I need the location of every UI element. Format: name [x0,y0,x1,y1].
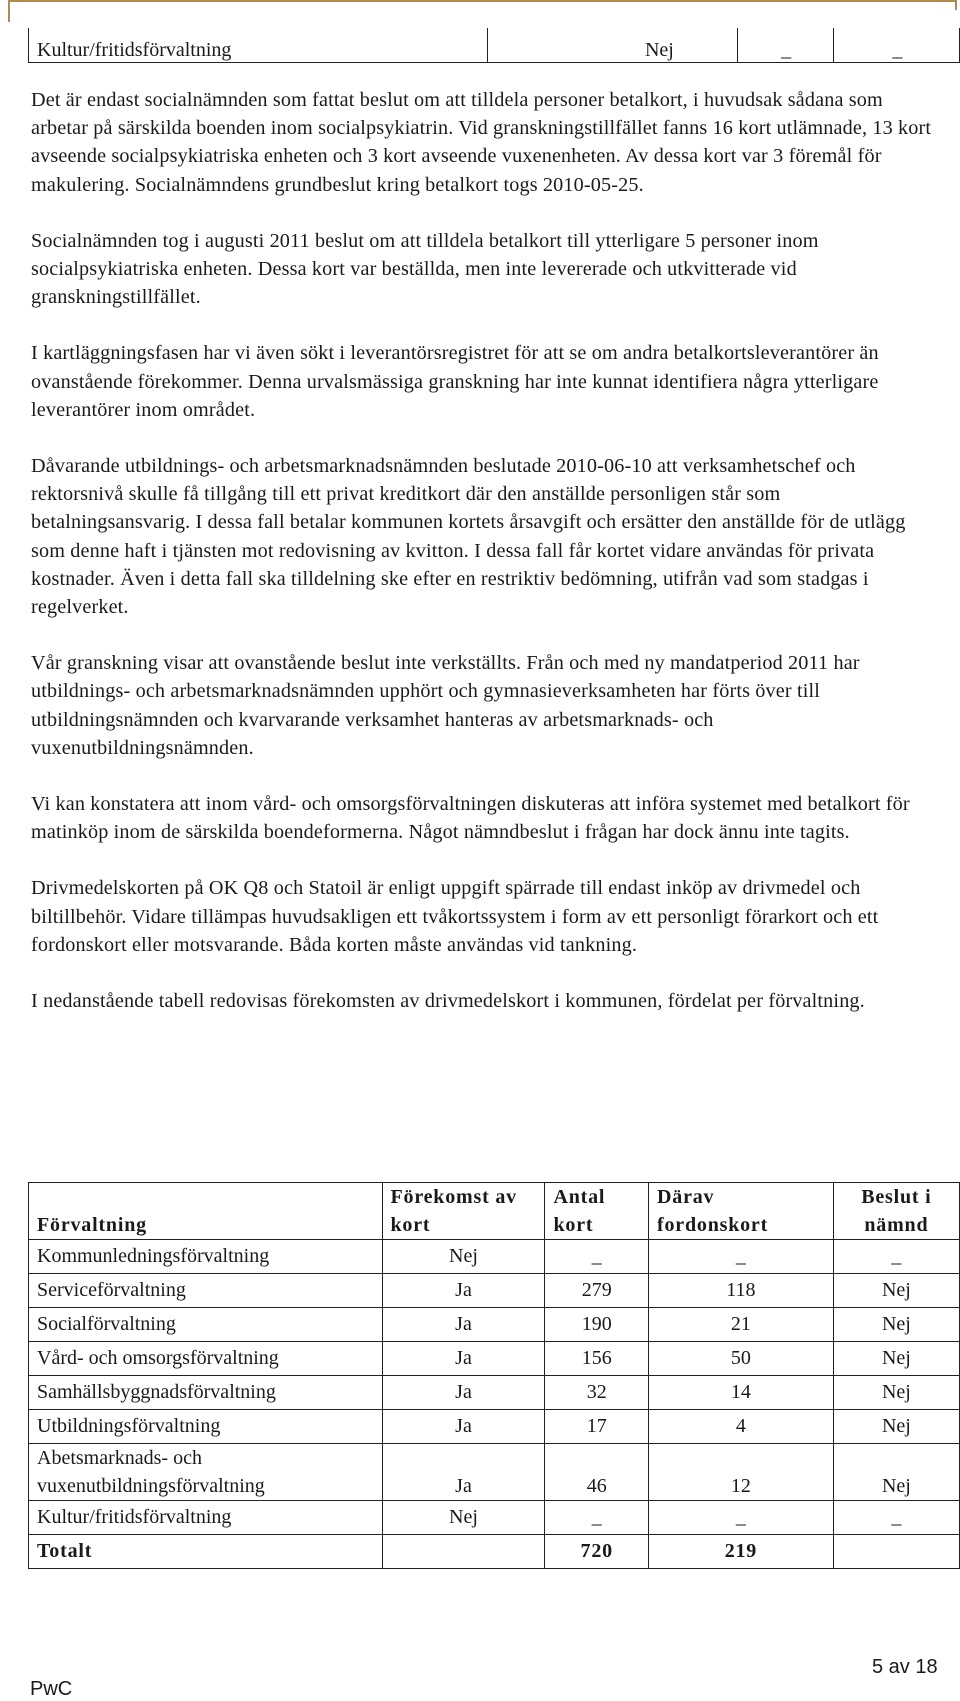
cell-beslut: Nej [833,1444,959,1501]
header-forekomst: Förekomst av kort [382,1183,545,1240]
cell-antal: 32 [545,1376,649,1410]
table-total-row [29,1535,960,1569]
table-header-row [29,1183,960,1240]
table-row [29,1308,960,1342]
cell-forekomst: Nej [488,28,737,63]
paragraph: Vi kan konstatera att inom vård- och omsorgsförvaltningen diskuteras att införa systemet med betalkort för matinköp inom de särskilda boendeformerna. Något nämndbeslut i frågan har dock ännu inte tagits. [31,793,910,844]
cell-antal: _ [545,1240,649,1274]
table-row [29,1444,960,1501]
page-corner-mark-left [8,0,10,22]
table-row [29,1342,960,1376]
cell-name: Vård- och omsorgsförvaltning [29,1342,383,1376]
cell-darav: _ [833,28,959,63]
cell-forekomst: Nej [382,1240,545,1274]
table-row [29,1410,960,1444]
cell-antal: 17 [545,1410,649,1444]
table-row [29,1501,960,1535]
table-row [29,1274,960,1308]
cell-beslut: Nej [833,1274,959,1308]
cell-beslut: _ [833,1501,959,1535]
cell-forekomst: Ja [382,1274,545,1308]
cell-forekomst: Ja [382,1444,545,1501]
cell-antal: 279 [545,1274,649,1308]
paragraph: I nedanstående tabell redovisas förekomsten av drivmedelskort i kommunen, fördelat per förvaltning. [31,990,865,1013]
cell-antal: 156 [545,1342,649,1376]
cell-antal: 46 [545,1444,649,1501]
table-row [29,28,960,63]
cell-darav: 21 [649,1308,834,1342]
cell-total-antal: 720 [545,1535,649,1569]
paragraph: Det är endast socialnämnden som fattat beslut om att tilldela personer betalkort, i huvudsak sådana som arbetar på särskilda boenden inom socialpsykiatrin. Vid granskningstillfället fanns 16 kort utlämnade, 13 kort avseende socialpsykiatriska enheten och 3 kort avseende vuxenenheten. Av dessa kort var 3 föremål för makulering. Socialnämndens grundbeslut kring betalkort togs 2010-05-25. [31,89,932,196]
cell-name: Serviceförvaltning [29,1274,383,1308]
cell-forekomst: Ja [382,1308,545,1342]
cell-beslut: Nej [833,1308,959,1342]
cell-darav: _ [649,1501,834,1535]
header-antal: Antal kort [545,1183,649,1240]
cell-name: Utbildningsförvaltning [29,1410,383,1444]
cell-darav: 118 [649,1274,834,1308]
paragraph: Socialnämnden tog i augusti 2011 beslut om att tilldela betalkort till ytterligare 5 personer inom socialpsykiatriska enheten. Dessa kort var beställda, men inte levererade och utkvitterade vid granskningstillfället. [31,229,819,309]
cell-antal: _ [737,28,833,63]
cell-total-label: Totalt [29,1535,383,1569]
cell-name: Kommunledningsförvaltning [29,1240,383,1274]
cell-name: Abetsmarknads- och vuxenutbildningsförvaltning [29,1444,383,1501]
cell-name: Samhällsbyggnadsförvaltning [29,1376,383,1410]
cell-beslut: Nej [833,1376,959,1410]
cell-forekomst: Ja [382,1410,545,1444]
paragraph: Vår granskning visar att ovanstående beslut inte verkställts. Från och med ny mandatperiod 2011 har utbildnings- och arbetsmarknadsnämnden upphört och gymnasieverksamheten har förts över till utbildningsnämnden och kvarvarande verksamhet hanteras av arbetsmarknads- och vuxenutbildningsnämnden. [31,652,860,759]
fuel-card-table [28,1182,960,1569]
cell-name: Kultur/fritidsförvaltning [29,1501,383,1535]
paragraph: Dåvarande utbildnings- och arbetsmarknadsnämnden beslutade 2010-06-10 att verksamhetschef och rektorsnivå skulle få tillgång till ett privat kreditkort där den anställde personligen står som betalningsansvarig. I dessa fall betalar kommunen kortets årsavgift och ersätter den anställde för de utlägg som denne haft i tjänsten mot redovisning av kvitton. I dessa fall får kortet vidare användas för privata kostnader. Även i detta fall ska tilldelning ske efter en restriktiv bedömning, utifrån vad som stadgas i regelverket. [31,455,906,619]
continued-table-row [28,28,960,63]
header-darav: Därav fordonskort [649,1183,834,1240]
page-corner-mark [10,0,957,10]
cell-forekomst: Ja [382,1342,545,1376]
cell-name: Kultur/fritidsförvaltning [29,28,488,63]
cell-beslut: Nej [833,1342,959,1376]
cell-name: Socialförvaltning [29,1308,383,1342]
header-beslut: Beslut i nämnd [833,1183,959,1240]
paragraph: I kartläggningsfasen har vi även sökt i leverantörsregistret för att se om andra betalkortsleverantörer än ovanstående förekommer. Denna urvalsmässiga granskning har inte kunnat identifiera några ytterligare leverantörer inom området. [31,342,879,421]
cell-darav: 50 [649,1342,834,1376]
cell-antal: 190 [545,1308,649,1342]
table-row [29,1240,960,1274]
cell-antal: _ [545,1501,649,1535]
cell-total-darav: 219 [649,1535,834,1569]
cell-empty [382,1535,545,1569]
body-text [31,86,936,1043]
cell-beslut: _ [833,1240,959,1274]
cell-darav: _ [649,1240,834,1274]
page-number: 5 av 18 [872,1656,938,1678]
cell-darav: 4 [649,1410,834,1444]
footer-firm-name: PwC [30,1678,73,1700]
paragraph: Drivmedelskorten på OK Q8 och Statoil är enligt uppgift spärrade till endast inköp av drivmedel och biltillbehör. Vidare tillämpas huvudsakligen ett tvåkortssystem i form av ett personligt förarkort och ett fordonskort eller motsvarande. Båda korten måste användas vid tankning. [31,877,879,956]
cell-empty [833,1535,959,1569]
cell-beslut: Nej [833,1410,959,1444]
cell-forekomst: Ja [382,1376,545,1410]
table-row [29,1376,960,1410]
cell-darav: 14 [649,1376,834,1410]
cell-darav: 12 [649,1444,834,1501]
header-forvaltning: Förvaltning [29,1183,383,1240]
cell-forekomst: Nej [382,1501,545,1535]
